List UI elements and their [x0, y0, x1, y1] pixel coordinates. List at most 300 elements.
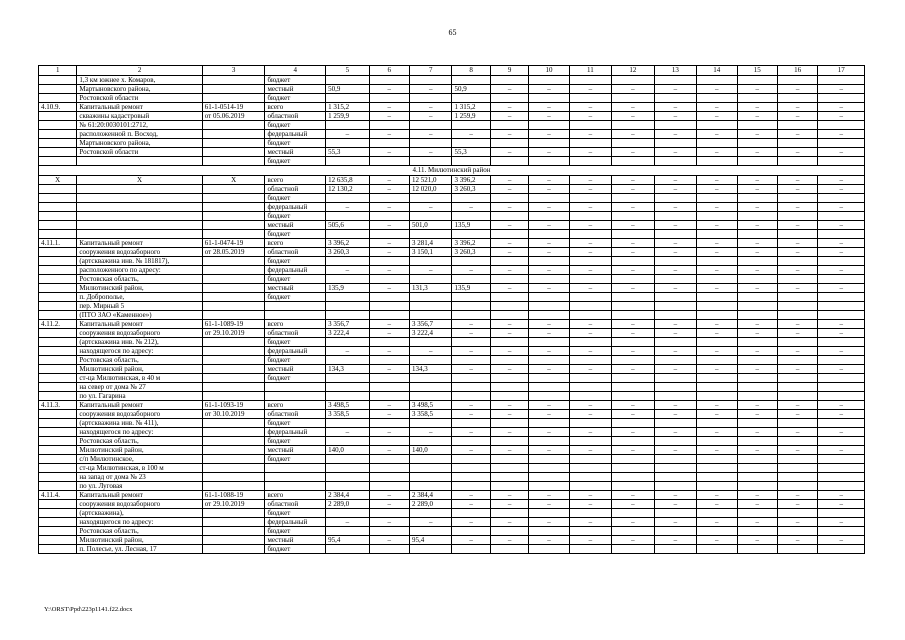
table-cell: –: [737, 491, 777, 500]
table-cell: 3 222,4: [410, 329, 452, 338]
table-cell: [410, 338, 452, 347]
column-number: 15: [737, 66, 777, 76]
table-cell: [654, 275, 696, 284]
table-cell: [490, 419, 528, 428]
table-cell: [490, 437, 528, 446]
table-cell: –: [369, 266, 409, 275]
table-cell: –: [369, 401, 409, 410]
table-cell: [569, 473, 611, 482]
table-cell: [202, 311, 265, 320]
table-cell: –: [737, 239, 777, 248]
table-cell: [410, 76, 452, 85]
table-cell: [529, 455, 569, 464]
table-cell: [410, 311, 452, 320]
table-row: [39, 157, 865, 166]
table-cell: п. Полесье, ул. Лесная, 17: [77, 545, 202, 554]
table-cell: [410, 527, 452, 536]
table-cell: областной: [265, 410, 326, 419]
table-cell: [777, 94, 817, 103]
table-cell: [818, 139, 865, 148]
table-cell: [818, 392, 865, 401]
table-cell: –: [452, 347, 490, 356]
table-cell: [202, 302, 265, 311]
table-cell: [612, 356, 654, 365]
table-cell: [410, 455, 452, 464]
table-cell: 3 260,3: [452, 248, 490, 257]
table-cell: –: [818, 85, 865, 94]
table-cell: [818, 94, 865, 103]
table-cell: –: [654, 329, 696, 338]
table-cell: [39, 455, 77, 464]
table-cell: бюджет: [265, 356, 326, 365]
table-cell: [39, 284, 77, 293]
table-cell: Х: [77, 176, 202, 185]
table-cell: [818, 464, 865, 473]
table-cell: [569, 230, 611, 239]
table-cell: –: [410, 203, 452, 212]
table-cell: –: [569, 347, 611, 356]
table-cell: –: [569, 266, 611, 275]
table-row: [39, 356, 865, 365]
table-cell: –: [697, 284, 737, 293]
table-cell: –: [654, 239, 696, 248]
table-cell: [410, 482, 452, 491]
table-cell: сооружения водозаборного: [77, 410, 202, 419]
table-cell: [777, 76, 817, 85]
table-cell: [818, 374, 865, 383]
table-cell: [39, 85, 77, 94]
table-cell: –: [612, 284, 654, 293]
table-cell: п. Доброполье,: [77, 293, 202, 302]
table-cell: [612, 464, 654, 473]
table-cell: [490, 356, 528, 365]
table-cell: бюджет: [265, 139, 326, 148]
table-cell: [654, 509, 696, 518]
table-cell: бюджет: [265, 157, 326, 166]
table-cell: [529, 194, 569, 203]
table-cell: –: [452, 130, 490, 139]
table-cell: –: [529, 284, 569, 293]
table-cell: [569, 464, 611, 473]
table-cell: [39, 527, 77, 536]
table-cell: [818, 527, 865, 536]
table-cell: [777, 482, 817, 491]
table-cell: [369, 527, 409, 536]
table-cell: [737, 230, 777, 239]
table-cell: [697, 139, 737, 148]
table-cell: –: [777, 491, 817, 500]
table-cell: [39, 112, 77, 121]
table-row: [39, 239, 865, 248]
table-cell: [654, 76, 696, 85]
table-cell: [326, 338, 369, 347]
table-cell: –: [777, 103, 817, 112]
table-cell: [612, 311, 654, 320]
table-row: [39, 121, 865, 130]
table-cell: –: [490, 284, 528, 293]
table-cell: [818, 121, 865, 130]
table-row: [39, 392, 865, 401]
table-cell: [39, 257, 77, 266]
table-cell: –: [697, 176, 737, 185]
table-cell: –: [818, 329, 865, 338]
table-cell: [452, 437, 490, 446]
table-cell: [452, 94, 490, 103]
table-cell: [369, 139, 409, 148]
table-cell: Капитальный ремонт: [77, 103, 202, 112]
table-cell: 134,3: [410, 365, 452, 374]
table-cell: [777, 257, 817, 266]
table-cell: местный: [265, 446, 326, 455]
table-cell: –: [737, 365, 777, 374]
table-cell: [612, 527, 654, 536]
table-cell: –: [529, 221, 569, 230]
table-cell: [697, 482, 737, 491]
table-cell: –: [777, 329, 817, 338]
table-cell: –: [490, 248, 528, 257]
table-cell: [410, 374, 452, 383]
table-cell: –: [569, 103, 611, 112]
table-cell: –: [529, 536, 569, 545]
table-cell: [202, 130, 265, 139]
table-cell: [452, 230, 490, 239]
table-cell: [529, 121, 569, 130]
table-cell: [737, 455, 777, 464]
table-cell: –: [818, 239, 865, 248]
table-cell: находящегося по адресу:: [77, 347, 202, 356]
table-cell: [569, 527, 611, 536]
table-cell: [697, 212, 737, 221]
table-cell: 1 315,2: [326, 103, 369, 112]
table-cell: бюджет: [265, 509, 326, 518]
table-cell: –: [612, 185, 654, 194]
table-cell: [369, 338, 409, 347]
table-cell: [697, 374, 737, 383]
table-row: [39, 374, 865, 383]
table-cell: –: [369, 329, 409, 338]
table-cell: [410, 473, 452, 482]
table-cell: 95,4: [410, 536, 452, 545]
table-cell: –: [369, 500, 409, 509]
table-cell: Х: [202, 176, 265, 185]
table-cell: [569, 419, 611, 428]
table-cell: [737, 139, 777, 148]
table-cell: 135,9: [452, 284, 490, 293]
table-cell: –: [777, 446, 817, 455]
table-cell: Х: [39, 176, 77, 185]
table-cell: [737, 338, 777, 347]
table-cell: 3 356,7: [326, 320, 369, 329]
table-cell: [654, 139, 696, 148]
table-cell: –: [777, 85, 817, 94]
table-cell: –: [737, 185, 777, 194]
table-cell: [777, 374, 817, 383]
table-cell: –: [326, 203, 369, 212]
table-cell: –: [369, 176, 409, 185]
table-cell: –: [612, 401, 654, 410]
table-cell: [326, 473, 369, 482]
table-cell: [490, 509, 528, 518]
table-row: [39, 365, 865, 374]
table-cell: [369, 509, 409, 518]
table-cell: –: [697, 85, 737, 94]
table-cell: [77, 203, 202, 212]
table-cell: [452, 509, 490, 518]
table-row: [39, 464, 865, 473]
table-cell: [612, 94, 654, 103]
table-cell: [777, 464, 817, 473]
table-cell: –: [777, 203, 817, 212]
column-number: 4: [265, 66, 326, 76]
table-cell: [39, 437, 77, 446]
table-cell: [39, 266, 77, 275]
table-row: [39, 230, 865, 239]
page-number: 65: [448, 28, 457, 37]
table-cell: 50,9: [452, 85, 490, 94]
table-cell: бюджет: [265, 437, 326, 446]
table-cell: –: [654, 221, 696, 230]
table-cell: [654, 302, 696, 311]
table-cell: –: [612, 365, 654, 374]
table-cell: бюджет: [265, 455, 326, 464]
table-cell: [202, 446, 265, 455]
table-cell: [777, 419, 817, 428]
table-cell: бюджет: [265, 419, 326, 428]
table-cell: –: [529, 112, 569, 121]
table-cell: [490, 293, 528, 302]
table-cell: [818, 293, 865, 302]
table-cell: сооружения водозаборного: [77, 248, 202, 257]
table-cell: [818, 455, 865, 464]
table-cell: [777, 275, 817, 284]
table-cell: [369, 482, 409, 491]
table-cell: [39, 338, 77, 347]
table-cell: [569, 374, 611, 383]
table-cell: [737, 509, 777, 518]
table-cell: [265, 482, 326, 491]
table-cell: [202, 545, 265, 554]
table-cell: –: [452, 446, 490, 455]
table-cell: –: [529, 203, 569, 212]
table-cell: Капитальный ремонт: [77, 401, 202, 410]
table-cell: [410, 94, 452, 103]
table-cell: [777, 545, 817, 554]
table-cell: [202, 464, 265, 473]
table-cell: –: [737, 500, 777, 509]
table-cell: –: [818, 284, 865, 293]
table-cell: [612, 157, 654, 166]
table-cell: –: [612, 248, 654, 257]
table-cell: –: [612, 176, 654, 185]
table-cell: [369, 545, 409, 554]
table-cell: [529, 257, 569, 266]
table-cell: –: [326, 518, 369, 527]
table-cell: [818, 482, 865, 491]
table-cell: [202, 284, 265, 293]
table-cell: [777, 392, 817, 401]
table-cell: [202, 356, 265, 365]
table-cell: [202, 536, 265, 545]
table-cell: [490, 383, 528, 392]
table-cell: –: [569, 130, 611, 139]
table-cell: [529, 338, 569, 347]
table-cell: [697, 464, 737, 473]
table-cell: –: [737, 266, 777, 275]
table-cell: [654, 94, 696, 103]
table-cell: –: [654, 365, 696, 374]
table-cell: [410, 139, 452, 148]
table-cell: [737, 356, 777, 365]
table-cell: [326, 311, 369, 320]
table-cell: от 29.10.2019: [202, 500, 265, 509]
table-cell: [529, 157, 569, 166]
table-cell: –: [490, 500, 528, 509]
table-cell: Ростовская область,: [77, 356, 202, 365]
table-cell: Капитальный ремонт: [77, 239, 202, 248]
table-row: [39, 329, 865, 338]
table-cell: скважины кадастровый: [77, 112, 202, 121]
table-cell: [452, 302, 490, 311]
table-cell: –: [777, 284, 817, 293]
table-cell: –: [697, 248, 737, 257]
budget-table: [38, 65, 865, 554]
table-cell: [265, 464, 326, 473]
table-cell: [39, 76, 77, 85]
table-cell: –: [529, 329, 569, 338]
table-cell: 4.11.3.: [39, 401, 77, 410]
table-cell: бюджет: [265, 212, 326, 221]
table-cell: –: [737, 428, 777, 437]
table-cell: –: [529, 446, 569, 455]
table-cell: [569, 437, 611, 446]
table-cell: –: [697, 266, 737, 275]
table-cell: [39, 545, 77, 554]
table-cell: 12 020,0: [410, 185, 452, 194]
table-cell: Мартыновского района,: [77, 85, 202, 94]
table-cell: –: [612, 85, 654, 94]
table-cell: [529, 392, 569, 401]
table-cell: –: [490, 491, 528, 500]
table-cell: расположенного по адресу:: [77, 266, 202, 275]
table-cell: –: [569, 148, 611, 157]
table-cell: –: [818, 428, 865, 437]
table-cell: от 30.10.2019: [202, 410, 265, 419]
table-row: [39, 257, 865, 266]
table-cell: 4.11.1.: [39, 239, 77, 248]
table-cell: [697, 257, 737, 266]
table-cell: [39, 130, 77, 139]
table-cell: [654, 437, 696, 446]
table-cell: [452, 194, 490, 203]
table-cell: –: [818, 320, 865, 329]
table-row: [39, 500, 865, 509]
table-cell: –: [369, 284, 409, 293]
table-cell: –: [818, 148, 865, 157]
table-row: [39, 347, 865, 356]
table-cell: [777, 230, 817, 239]
table-cell: –: [569, 203, 611, 212]
table-cell: [569, 76, 611, 85]
table-cell: –: [369, 347, 409, 356]
table-cell: [369, 383, 409, 392]
table-cell: –: [410, 103, 452, 112]
table-cell: –: [490, 320, 528, 329]
table-cell: [490, 230, 528, 239]
table-cell: –: [612, 329, 654, 338]
table-cell: –: [612, 266, 654, 275]
table-cell: –: [612, 446, 654, 455]
table-cell: [77, 221, 202, 230]
table-cell: –: [452, 518, 490, 527]
column-number: 12: [612, 66, 654, 76]
table-cell: [39, 518, 77, 527]
table-cell: [265, 311, 326, 320]
table-cell: [529, 230, 569, 239]
table-cell: [490, 275, 528, 284]
table-cell: –: [490, 148, 528, 157]
table-cell: [202, 139, 265, 148]
table-cell: [326, 392, 369, 401]
table-cell: –: [777, 320, 817, 329]
table-cell: [818, 76, 865, 85]
table-cell: –: [612, 103, 654, 112]
table-cell: федеральный: [265, 428, 326, 437]
table-cell: [737, 464, 777, 473]
table-cell: 12 635,8: [326, 176, 369, 185]
table-cell: –: [569, 491, 611, 500]
table-cell: –: [818, 112, 865, 121]
table-cell: местный: [265, 221, 326, 230]
table-cell: [202, 266, 265, 275]
table-cell: [737, 473, 777, 482]
table-cell: –: [737, 221, 777, 230]
table-cell: [39, 446, 77, 455]
table-cell: [818, 302, 865, 311]
table-cell: [612, 509, 654, 518]
table-cell: [529, 94, 569, 103]
table-cell: [569, 392, 611, 401]
table-cell: [569, 311, 611, 320]
table-cell: [410, 257, 452, 266]
table-cell: пер. Мирный 5: [77, 302, 202, 311]
table-cell: [654, 257, 696, 266]
table-cell: –: [569, 329, 611, 338]
table-cell: [818, 194, 865, 203]
table-cell: 12 521,0: [410, 176, 452, 185]
table-row: [39, 112, 865, 121]
table-cell: [654, 311, 696, 320]
table-cell: [410, 392, 452, 401]
table-cell: [369, 293, 409, 302]
table-cell: [369, 311, 409, 320]
table-cell: [612, 383, 654, 392]
table-cell: [326, 212, 369, 221]
table-cell: с/п Милютинское,: [77, 455, 202, 464]
table-cell: [490, 157, 528, 166]
table-row: [39, 437, 865, 446]
table-cell: сооружения водозаборного: [77, 329, 202, 338]
table-cell: –: [654, 428, 696, 437]
table-cell: –: [612, 239, 654, 248]
table-cell: 140,0: [326, 446, 369, 455]
table-cell: –: [490, 203, 528, 212]
table-cell: ст-ца Милютинская, в 100 м: [77, 464, 202, 473]
table-cell: [737, 212, 777, 221]
table-cell: –: [452, 203, 490, 212]
table-cell: [612, 194, 654, 203]
table-cell: [410, 194, 452, 203]
table-cell: [39, 383, 77, 392]
